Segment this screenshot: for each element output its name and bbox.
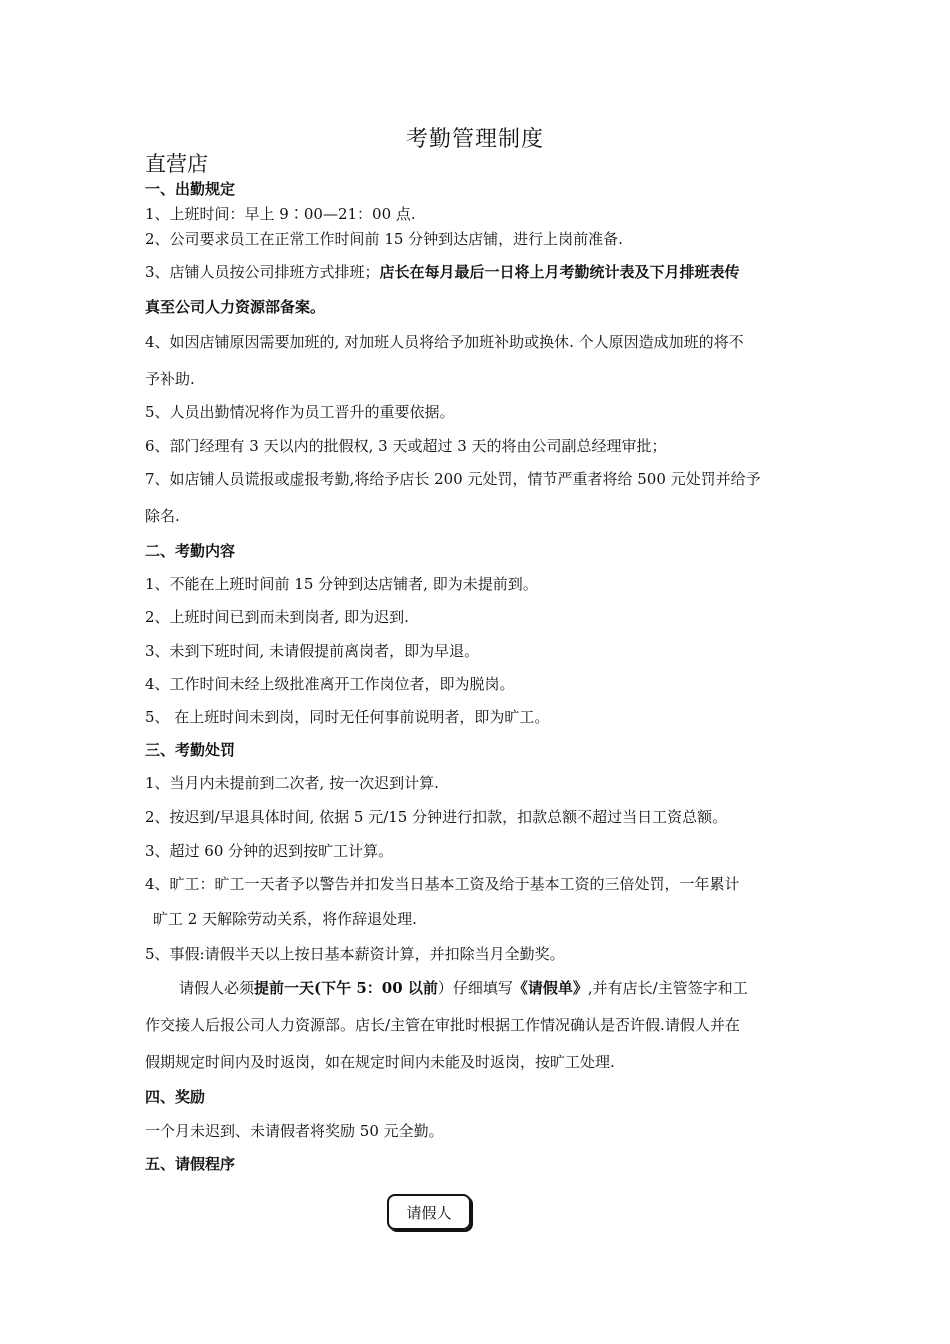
section-heading: 一、出勤规定 [145, 180, 236, 198]
section-heading: 五、请假程序 [145, 1155, 236, 1173]
paragraph-line: 3、未到下班时间, 未请假提前离岗者，即为早退。 [145, 642, 480, 660]
paragraph-text: 请假人必须 [179, 979, 255, 997]
paragraph-line [145, 261, 740, 282]
paragraph-text: 3、店铺人员按公司排班方式排班； [145, 263, 380, 281]
paragraph-line: 2、公司要求员工在正常工作时间前 15 分钟到达店铺，进行上岗前准备. [145, 230, 623, 248]
section-heading: 二、考勤内容 [145, 542, 236, 560]
bold-text: 提前一天(下午 5：00 以前 [254, 979, 438, 997]
paragraph-line: 旷工 2 天解除劳动关系，将作辞退处理. [153, 910, 417, 928]
paragraph-line: 1、当月内未提前到二次者, 按一次迟到计算. [145, 774, 439, 792]
bold-text: 《请假单》 [512, 979, 588, 997]
paragraph-line: 假期规定时间内及时返岗，如在规定时间内未能及时返岗，按旷工处理. [145, 1053, 615, 1071]
paragraph-line: 6、部门经理有 3 天以内的批假权, 3 天或超过 3 天的将由公司副总经理审批； [145, 437, 667, 455]
bold-line: 真至公司人力资源部备案。 [145, 298, 326, 316]
paragraph-line: 7、如店铺人员谎报或虚报考勤,将给予店长 200 元处罚，情节严重者将给 500 元处罚并给予 [145, 470, 761, 488]
paragraph-line: 2、上班时间已到而未到岗者, 即为迟到. [145, 608, 409, 626]
paragraph-line: 予补助. [145, 370, 195, 388]
paragraph-line: 2、按迟到/早退具体时间, 依据 5 元/15 分钟进行扣款，扣款总额不超过当日工资总额。 [145, 808, 728, 826]
paragraph-line: 一个月未迟到、未请假者将奖励 50 元全勤。 [145, 1122, 444, 1140]
paragraph-line: 4、工作时间未经上级批准离开工作岗位者，即为脱岗。 [145, 675, 515, 693]
paragraph-text: ）仔细填写 [437, 979, 513, 997]
paragraph-line [179, 977, 748, 998]
flowchart-node-applicant: 请假人 [387, 1194, 471, 1230]
paragraph-line: 作交接人后报公司人力资源部。店长/主管在审批时根据工作情况确认是否许假.请假人并在 [145, 1016, 740, 1034]
paragraph-line: 1、不能在上班时间前 15 分钟到达店铺者, 即为未提前到。 [145, 575, 538, 593]
paragraph-line: 4、旷工：旷工一天者予以警告并扣发当日基本工资及给于基本工资的三倍处罚，一年累计 [145, 875, 740, 893]
bold-text: 店长在每月最后一日将上月考勤统计表及下月排班表传 [379, 263, 740, 281]
paragraph-line: 5、 在上班时间未到岗，同时无任何事前说明者，即为旷工。 [145, 708, 550, 726]
paragraph-line: 1、上班时间：早上 9∶00—21：00 点. [145, 205, 416, 223]
section-heading: 三、考勤处罚 [145, 741, 236, 759]
paragraph-line: 3、超过 60 分钟的迟到按旷工计算。 [145, 842, 394, 860]
document-subtitle: 直营店 [145, 152, 208, 176]
document-title: 考勤管理制度 [405, 127, 544, 152]
paragraph-line: 4、如因店铺原因需要加班的, 对加班人员将给予加班补助或换休. 个人原因造成加班的将不 [145, 333, 744, 351]
paragraph-line: 5、事假:请假半天以上按日基本薪资计算，并扣除当月全勤奖。 [145, 945, 565, 963]
paragraph-text: ,并有店长/主管签字和工 [587, 979, 748, 997]
section-heading: 四、奖励 [145, 1088, 206, 1106]
paragraph-line: 5、人员出勤情况将作为员工晋升的重要依据。 [145, 403, 455, 421]
paragraph-line: 除名. [145, 507, 180, 525]
